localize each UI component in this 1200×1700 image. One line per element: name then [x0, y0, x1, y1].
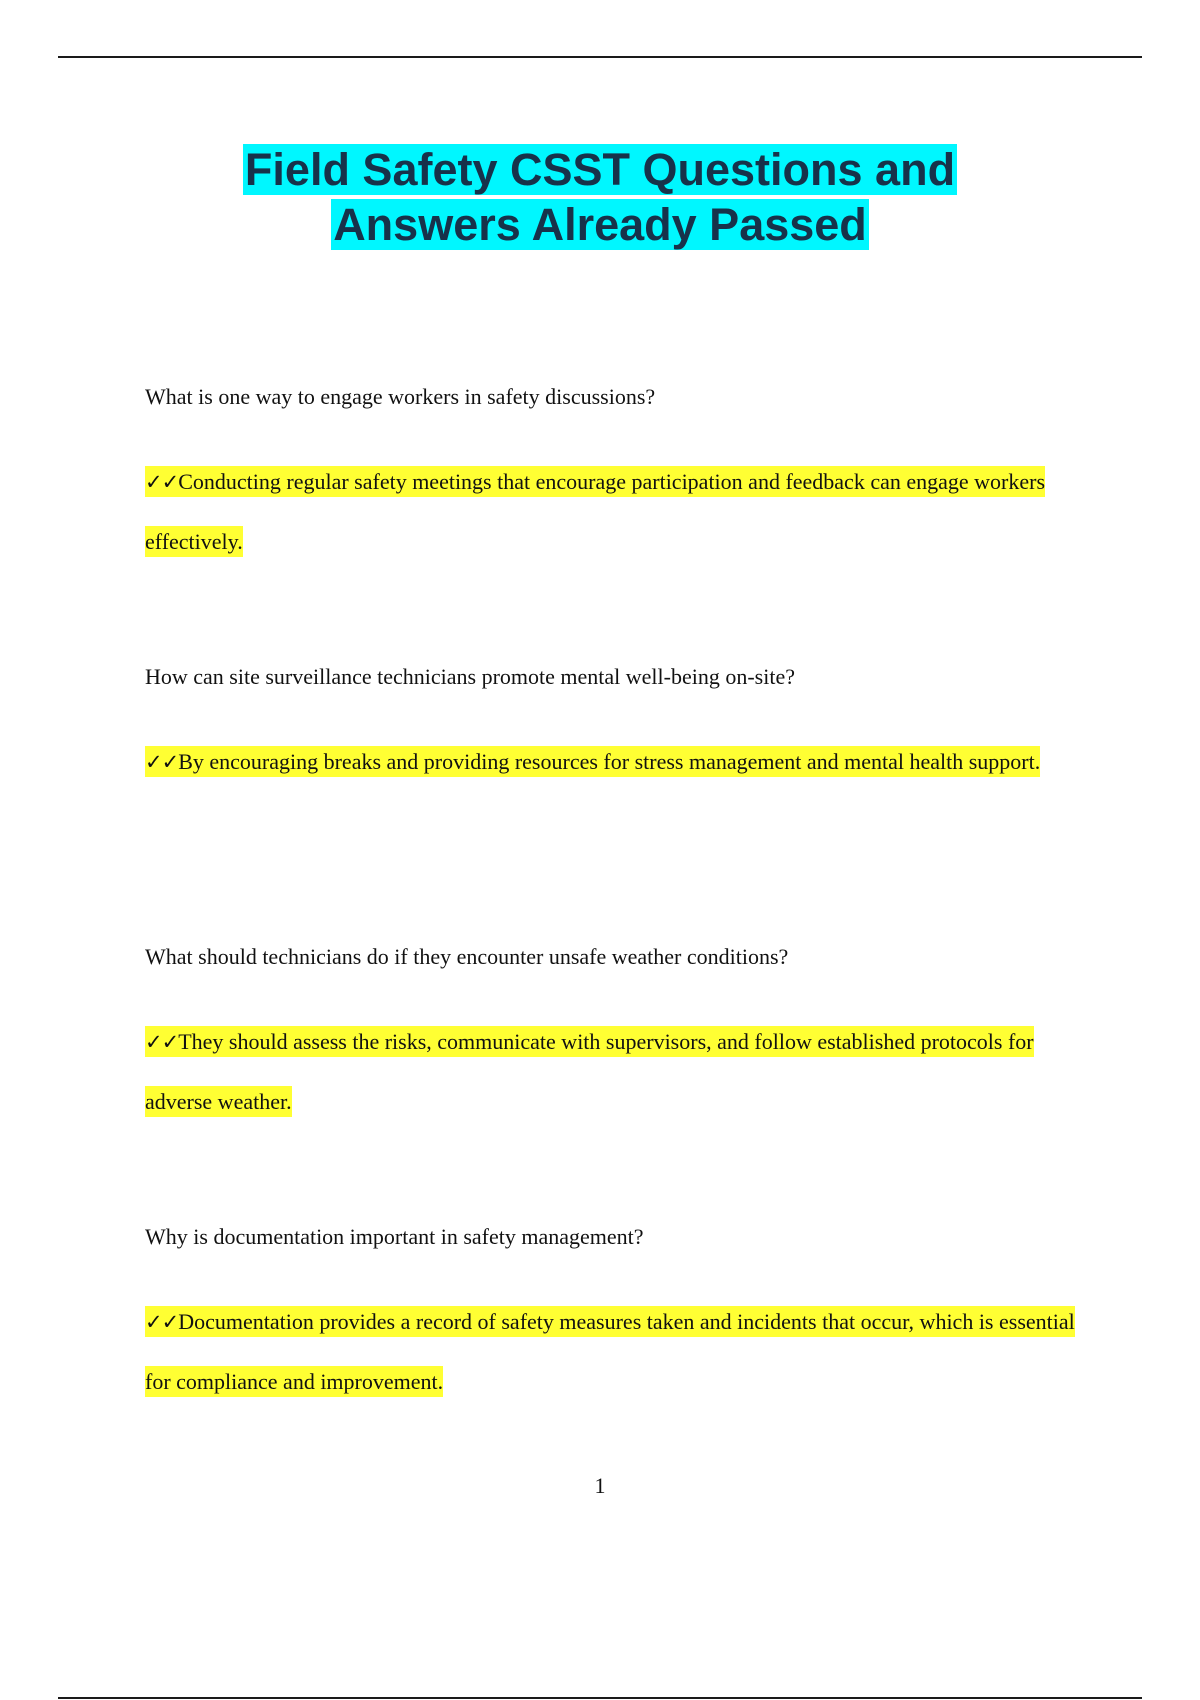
- page-title: [0, 142, 1200, 252]
- answer-1-text: Conducting regular safety meetings that encourage participation and feedback can engage workers effectively.: [145, 469, 1046, 554]
- qa-item-3: [145, 943, 1085, 1132]
- bottom-rule: [58, 1697, 1142, 1699]
- checkmark-icon: ✓✓: [145, 750, 179, 774]
- qa-item-4: [145, 1223, 1085, 1412]
- checkmark-icon: ✓✓: [145, 470, 179, 494]
- page-title-line-2: Answers Already Passed: [333, 199, 867, 250]
- answer-2-text: By encouraging breaks and providing resources for stress management and mental health support.: [178, 749, 1041, 774]
- answer-1: [145, 452, 1085, 572]
- answer-4: [145, 1292, 1085, 1412]
- checkmark-icon: ✓✓: [145, 1310, 179, 1334]
- question-2: How can site surveillance technicians promote mental well-being on-site?: [145, 664, 795, 689]
- answer-3-text: They should assess the risks, communicate with supervisors, and follow established protocols for adverse weather.: [145, 1029, 1034, 1114]
- page-number: 1: [594, 1473, 606, 1498]
- top-rule: [58, 56, 1142, 58]
- qa-item-1: [145, 383, 1085, 572]
- question-1: What is one way to engage workers in safety discussions?: [145, 384, 656, 409]
- question-4: Why is documentation important in safety management?: [145, 1224, 644, 1249]
- page-title-line-1: Field Safety CSST Questions and: [244, 144, 956, 195]
- answer-3: [145, 1012, 1085, 1132]
- answer-4-text: Documentation provides a record of safety measures taken and incidents that occur, which is essential for compliance and improvement.: [145, 1309, 1075, 1394]
- answer-2: [145, 732, 1085, 792]
- question-3: What should technicians do if they encounter unsafe weather conditions?: [145, 944, 789, 969]
- checkmark-icon: ✓✓: [145, 1030, 179, 1054]
- qa-item-2: [145, 663, 1085, 792]
